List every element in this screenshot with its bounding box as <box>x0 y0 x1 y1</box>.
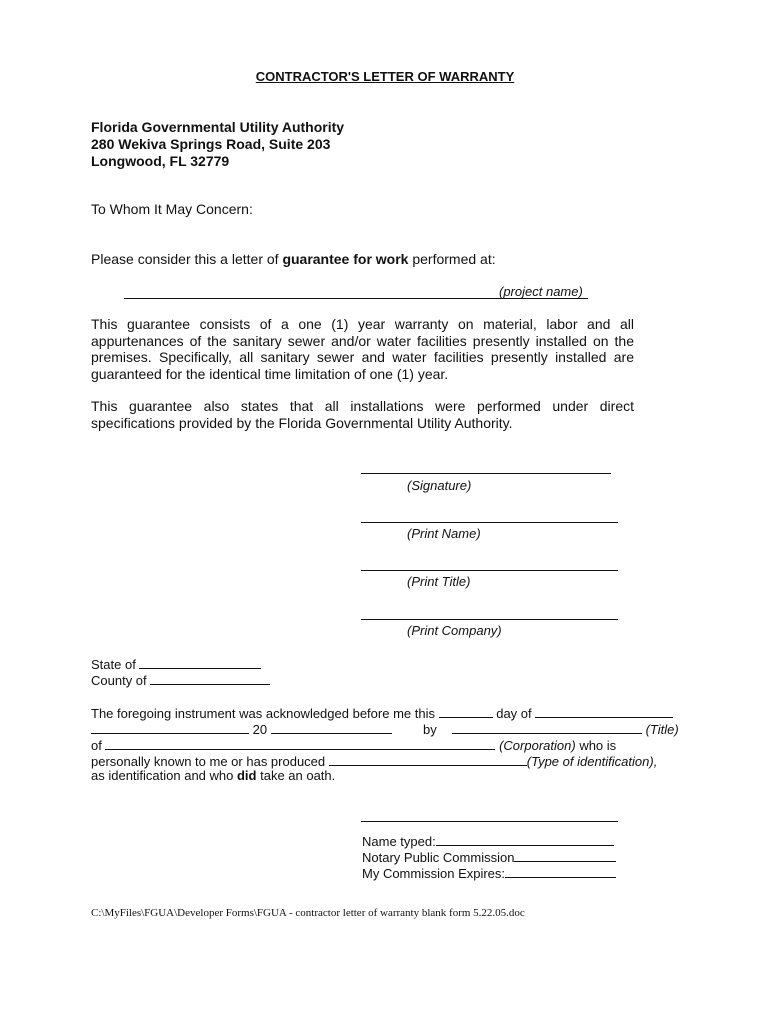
ack-date-field[interactable] <box>91 720 249 734</box>
print-name-caption: (Print Name) <box>407 526 481 541</box>
ack-line-2 <box>91 720 679 737</box>
recipient-org: Florida Governmental Utility Authority <box>91 119 345 135</box>
state-label: State of <box>91 657 136 672</box>
signature-caption: (Signature) <box>407 478 472 493</box>
ack-line-4 <box>91 752 657 769</box>
ack-text-1: The foregoing instrument was acknowledged before me this <box>91 706 435 721</box>
ack-day-of: day of <box>496 706 532 721</box>
ack-of: of <box>91 738 102 753</box>
signature-line[interactable] <box>361 473 611 474</box>
intro-post: performed at: <box>408 251 496 267</box>
ack-id-type-field[interactable] <box>329 752 527 766</box>
recipient-street: 280 Wekiva Springs Road, Suite 203 <box>91 136 331 152</box>
ack-year-prefix: 20 <box>252 722 268 737</box>
print-title-caption: (Print Title) <box>407 574 471 589</box>
ack-oath-bold: did <box>236 768 257 783</box>
notary-commission-field[interactable] <box>514 848 616 862</box>
ack-day-field[interactable] <box>439 704 493 718</box>
state-field[interactable] <box>139 655 261 669</box>
ack-corporation-label: (Corporation) <box>499 738 576 753</box>
print-name-line[interactable] <box>361 522 618 523</box>
print-company-line[interactable] <box>361 619 618 620</box>
project-name-label: (project name) <box>499 284 583 299</box>
ack-oath-pre: as identification and who <box>91 768 237 783</box>
county-field[interactable] <box>150 671 270 685</box>
ack-month-field[interactable] <box>535 704 673 718</box>
print-title-line[interactable] <box>361 570 618 571</box>
county-row <box>91 671 270 688</box>
ack-produced-text: personally known to me or has produced <box>91 754 326 769</box>
ack-oath-post: take an oath. <box>256 768 336 783</box>
salutation: To Whom It May Concern: <box>91 201 253 217</box>
intro-bold: guarantee for work <box>282 251 409 267</box>
notary-expires-field[interactable] <box>505 864 616 878</box>
warranty-paragraph: This guarantee consists of a one (1) year warranty on material, labor and all appurtenances of the sanitary sewer and/or water facilities presently installed on the premises. Specifically, all sanitary sewer and water facilities presently installed are guaranteed for the identical time limitation of one (1) year. <box>91 316 634 382</box>
state-row <box>91 655 261 672</box>
notary-commission-row <box>362 848 616 865</box>
ack-line-5 <box>91 768 335 783</box>
ack-line-3 <box>91 736 616 753</box>
footer-file-path: C:\MyFiles\FGUA\Developer Forms\FGUA - contractor letter of warranty blank form 5.22.05.doc <box>91 907 525 919</box>
recipient-city: Longwood, FL 32779 <box>91 153 230 169</box>
intro-line <box>91 251 496 267</box>
notary-name-label: Name typed: <box>362 834 436 849</box>
notary-commission-label: Notary Public Commission <box>362 850 515 865</box>
document-title: CONTRACTOR'S LETTER OF WARRANTY <box>255 69 515 84</box>
ack-title-label: (Title) <box>645 722 679 737</box>
notary-signature-line[interactable] <box>361 821 618 822</box>
ack-corporation-field[interactable] <box>105 736 495 750</box>
ack-id-type-label: (Type of identification), <box>526 754 658 769</box>
ack-by: by <box>422 722 437 737</box>
intro-pre: Please consider this a letter of <box>91 251 283 267</box>
print-company-caption: (Print Company) <box>407 623 502 638</box>
notary-name-row <box>362 832 614 849</box>
county-label: County of <box>91 673 147 688</box>
ack-person-field[interactable] <box>452 720 642 734</box>
specifications-paragraph: This guarantee also states that all installations were performed under direct specifications provided by the Florida Governmental Utility Authority. <box>91 398 634 431</box>
notary-name-field[interactable] <box>436 832 614 846</box>
notary-expires-label: My Commission Expires: <box>362 866 506 881</box>
notary-expires-row <box>362 864 616 881</box>
ack-who-is: who is <box>579 738 617 753</box>
ack-year-field[interactable] <box>271 720 392 734</box>
ack-line-1 <box>91 704 673 721</box>
